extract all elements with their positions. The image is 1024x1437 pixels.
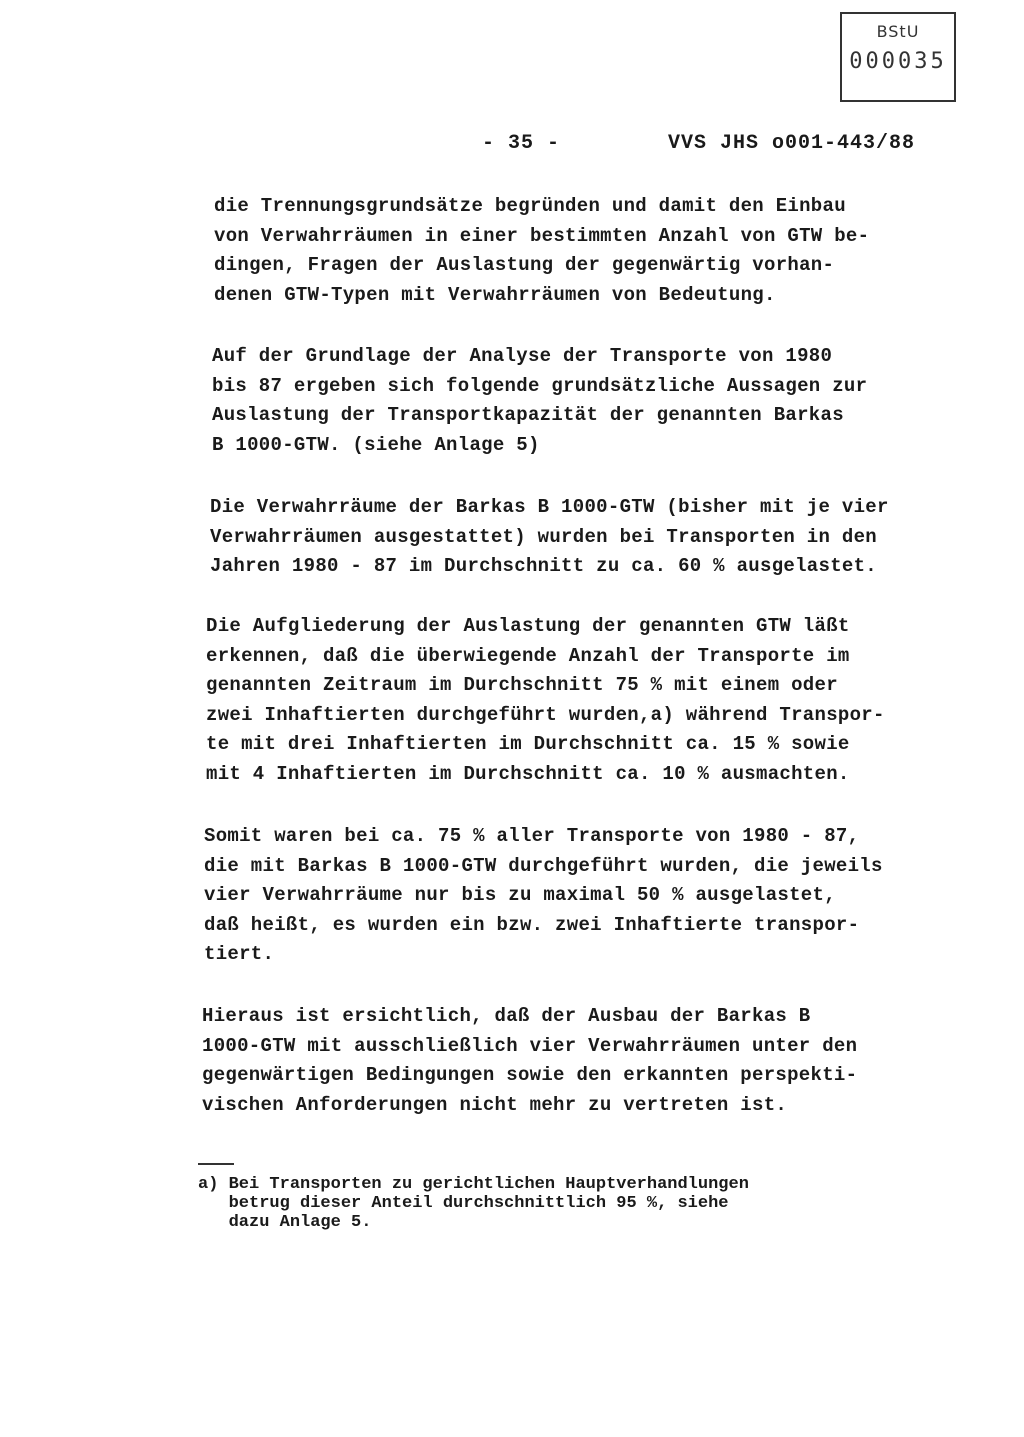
paragraph-3: Die Verwahrräume der Barkas B 1000-GTW (bisher mit je vier Verwahrräumen ausgestattet) wurden bei Transporten in den Jahren 1980 - 87 im Durchschnitt zu ca. 60 % ausgelastet. [210, 496, 889, 577]
paragraph-4: Die Aufgliederung der Auslastung der genannten GTW läßt erkennen, daß die überwiegende Anzahl der Transporte im genannten Zeitraum im Durchschnitt 75 % mit einem oder zwei Inhaftierten durchgeführt wurden,a) während Transpor- te mit drei Inhaftierten im Durchschnitt ca. 15 % sowie mit 4 Inhaftierten im Durchschnitt ca. 10 % ausmachten. [206, 615, 885, 785]
stamp-number: 000035 [849, 49, 947, 74]
footnote: a) Bei Transporten zu gerichtlichen Hauptverhandlungen betrug dieser Anteil durchschnittlich 95 %, siehe dazu Anlage 5. [198, 1175, 749, 1232]
stamp-agency: BStU [876, 22, 920, 41]
paragraph-6: Hieraus ist ersichtlich, daß der Ausbau der Barkas B 1000-GTW mit ausschließlich vier Verwahrräumen unter den gegenwärtigen Bedingungen sowie den erkannten perspekti- vischen Anforderungen nicht mehr zu vertreten ist. [202, 1005, 858, 1116]
document-reference: VVS JHS o001-443/88 [668, 132, 916, 155]
paragraph-1: die Trennungsgrundsätze begründen und damit den Einbau von Verwahrräumen in einer bestimmten Anzahl von GTW be- dingen, Fragen der Auslastung der gegenwärtig vorhan- denen GTW-Typen mit Verwahrräumen von Bedeutung. [214, 195, 870, 306]
footnote-divider [198, 1163, 234, 1165]
page-number: - 35 - [482, 132, 561, 155]
paragraph-2: Auf der Grundlage der Analyse der Transporte von 1980 bis 87 ergeben sich folgende grundsätzliche Aussagen zur Auslastung der Transportkapazität der genannten Barkas B 1000-GTW. (siehe Anlage 5) [212, 345, 868, 456]
paragraph-5: Somit waren bei ca. 75 % aller Transporte von 1980 - 87, die mit Barkas B 1000-GTW durchgeführt wurden, die jeweils vier Verwahrräume nur bis zu maximal 50 % ausgelastet, daß heißt, es wurden ein bzw. zwei Inhaftierte transpor- tiert. [204, 825, 883, 965]
archive-stamp [840, 12, 956, 102]
